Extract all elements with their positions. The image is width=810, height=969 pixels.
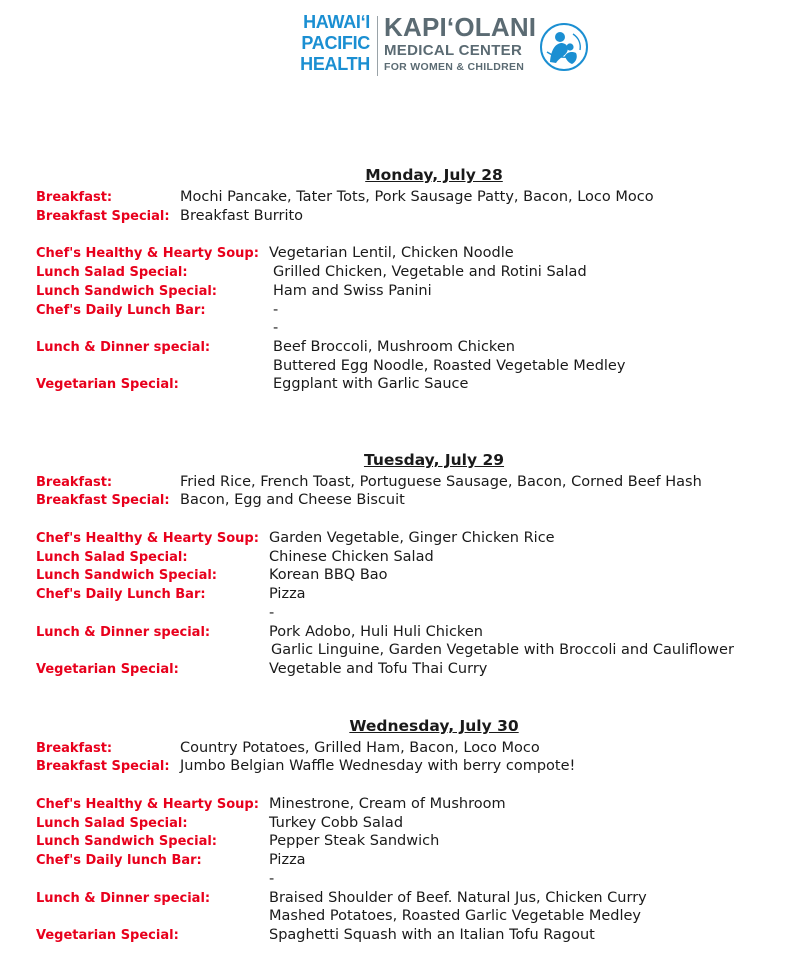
menu-value: - [273, 302, 279, 318]
menu-value: Beef Broccoli, Mushroom Chicken [273, 339, 515, 355]
menu-value: Eggplant with Garlic Sauce [273, 376, 469, 392]
menu-label: Chef's Healthy & Hearty Soup: [36, 797, 259, 812]
hawaii-pacific-health-logo [278, 12, 370, 75]
menu-value: Minestrone, Cream of Mushroom [269, 796, 506, 812]
day-title: Tuesday, July 29 [363, 451, 505, 469]
org-line-2: PACIFIC [301, 33, 370, 53]
menu-value: Breakfast Burrito [180, 208, 304, 224]
menu-label: Lunch Salad Special: [36, 265, 188, 280]
menu-label: Breakfast Special: [36, 759, 170, 774]
menu-label: Breakfast Special: [36, 493, 170, 508]
menu-value: - [273, 320, 279, 336]
menu-value: Vegetable and Tofu Thai Curry [269, 661, 488, 677]
menu-value: - [269, 605, 275, 621]
menu-label: Lunch Sandwich Special: [36, 284, 218, 299]
menu-value: Pizza [269, 852, 306, 868]
menu-value: Buttered Egg Noodle, Roasted Vegetable Medley [273, 358, 626, 374]
menu-value: - [269, 871, 275, 887]
menu-label: Lunch Sandwich Special: [36, 834, 218, 849]
menu-label: Breakfast: [36, 475, 113, 490]
org-line-3: HEALTH [300, 54, 370, 74]
menu-value: Jumbo Belgian Waffle Wednesday with berry compote! [180, 758, 576, 774]
header-logo [278, 12, 598, 80]
org-line-1: HAWAIʻI [303, 12, 370, 32]
menu-label: Breakfast: [36, 741, 113, 756]
menu-value: Korean BBQ Bao [269, 567, 388, 583]
menu-label: Chef's Healthy & Hearty Soup: [36, 246, 259, 261]
menu-label: Lunch & Dinner special: [36, 340, 211, 355]
menu-value: Ham and Swiss Panini [273, 283, 432, 299]
menu-label: Chef's Healthy & Hearty Soup: [36, 531, 259, 546]
menu-value: Braised Shoulder of Beef. Natural Jus, Chicken Curry [269, 890, 647, 906]
menu-label: Lunch Sandwich Special: [36, 568, 218, 583]
menu-label: Breakfast Special: [36, 209, 170, 224]
menu-label: Vegetarian Special: [36, 377, 179, 392]
day-title: Monday, July 28 [365, 166, 503, 184]
menu-label: Lunch & Dinner special: [36, 625, 211, 640]
menu-value: Spaghetti Squash with an Italian Tofu Ragout [269, 927, 595, 943]
menu-label: Breakfast: [36, 190, 113, 205]
menu-label: Lunch & Dinner special: [36, 891, 211, 906]
menu-value: Country Potatoes, Grilled Ham, Bacon, Loco Moco [180, 740, 540, 756]
mother-child-emblem-icon [539, 22, 589, 72]
menu-value: Pork Adobo, Huli Huli Chicken [269, 624, 483, 640]
menu-value: Grilled Chicken, Vegetable and Rotini Salad [273, 264, 587, 280]
menu-value: Chinese Chicken Salad [269, 549, 434, 565]
menu-value: Pepper Steak Sandwich [269, 833, 440, 849]
menu-label: Vegetarian Special: [36, 928, 179, 943]
menu-value: Garden Vegetable, Ginger Chicken Rice [269, 530, 555, 546]
menu-value: Mashed Potatoes, Roasted Garlic Vegetable Medley [269, 908, 642, 924]
menu-value: Fried Rice, French Toast, Portuguese Sausage, Bacon, Corned Beef Hash [180, 474, 702, 490]
day-title: Wednesday, July 30 [349, 717, 519, 735]
menu-label: Lunch Salad Special: [36, 550, 188, 565]
menu-value: Garlic Linguine, Garden Vegetable with Broccoli and Cauliflower [271, 642, 734, 658]
menu-label: Lunch Salad Special: [36, 816, 188, 831]
menu-value: Bacon, Egg and Cheese Biscuit [180, 492, 405, 508]
menu-value: Turkey Cobb Salad [269, 815, 404, 831]
menu-label: Chef's Daily lunch Bar: [36, 853, 202, 868]
menu-label: Chef's Daily Lunch Bar: [36, 587, 206, 602]
menu-label: Chef's Daily Lunch Bar: [36, 303, 206, 318]
hospital-subtitle: MEDICAL CENTER [384, 42, 523, 59]
hospital-tagline: FOR WOMEN & CHILDREN [384, 61, 525, 73]
logo-divider [377, 16, 378, 76]
menu-value: Vegetarian Lentil, Chicken Noodle [269, 245, 514, 261]
menu-value: Pizza [269, 586, 306, 602]
menu-value: Mochi Pancake, Tater Tots, Pork Sausage Patty, Bacon, Loco Moco [180, 189, 654, 205]
menu-label: Vegetarian Special: [36, 662, 179, 677]
kapiolani-logo [384, 12, 536, 74]
hospital-name: KAPIʻOLANI [384, 12, 537, 42]
